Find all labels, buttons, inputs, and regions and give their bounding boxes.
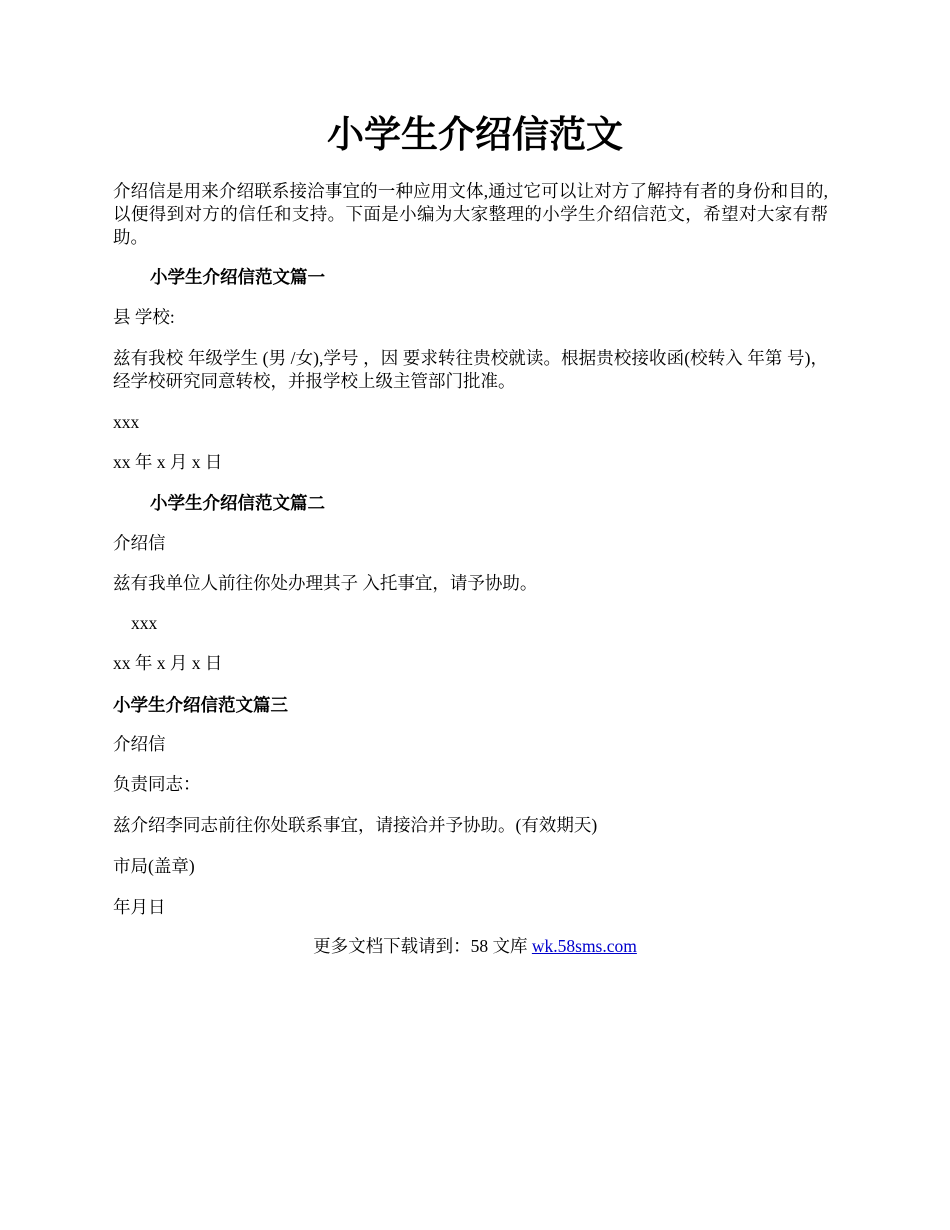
section1-signer: xxx — [113, 412, 140, 432]
section2-signer: xxx — [131, 613, 158, 633]
intro-paragraph: 介绍信是用来介绍联系接洽事宜的一种应用文体,通过它可以让对方了解持有者的身份和目的,以便得到对方的信任和支持。下面是小编为大家整理的小学生介绍信范文，希望对大家有帮助。 — [113, 181, 828, 247]
section1-heading: 小学生介绍信范文篇一 — [150, 267, 325, 287]
section3-label: 介绍信 — [113, 734, 166, 754]
footer-text: 更多文档下载请到：58 文库 — [313, 936, 532, 956]
section3-date: 年月日 — [113, 897, 166, 917]
section2-heading: 小学生介绍信范文篇二 — [150, 493, 325, 513]
footer-link[interactable]: wk.58sms.com — [531, 936, 637, 956]
section3-signer: 市局(盖章) — [113, 856, 195, 876]
section2-body: 兹有我单位人前往你处办理其子 入托事宜，请予协助。 — [113, 573, 538, 593]
section3-body: 兹介绍李同志前往你处联系事宜，请接洽并予协助。(有效期天) — [113, 815, 598, 835]
section2-date: xx 年 x 月 x 日 — [113, 653, 223, 673]
section1-date: xx 年 x 月 x 日 — [113, 452, 223, 472]
document-title: 小学生介绍信范文 — [327, 115, 623, 156]
section3-salutation: 负责同志： — [113, 774, 201, 794]
section3-heading: 小学生介绍信范文篇三 — [113, 695, 288, 715]
section1-body: 兹有我校 年级学生 (男 /女),学号 ，因 要求转往贵校就读。根据贵校接收函(校转入 年第 号)，经学校研究同意转校，并报学校上级主管部门批准。 — [113, 348, 828, 391]
section2-label: 介绍信 — [113, 533, 166, 553]
section1-salutation: 县 学校: — [113, 307, 175, 327]
footer — [0, 935, 950, 958]
